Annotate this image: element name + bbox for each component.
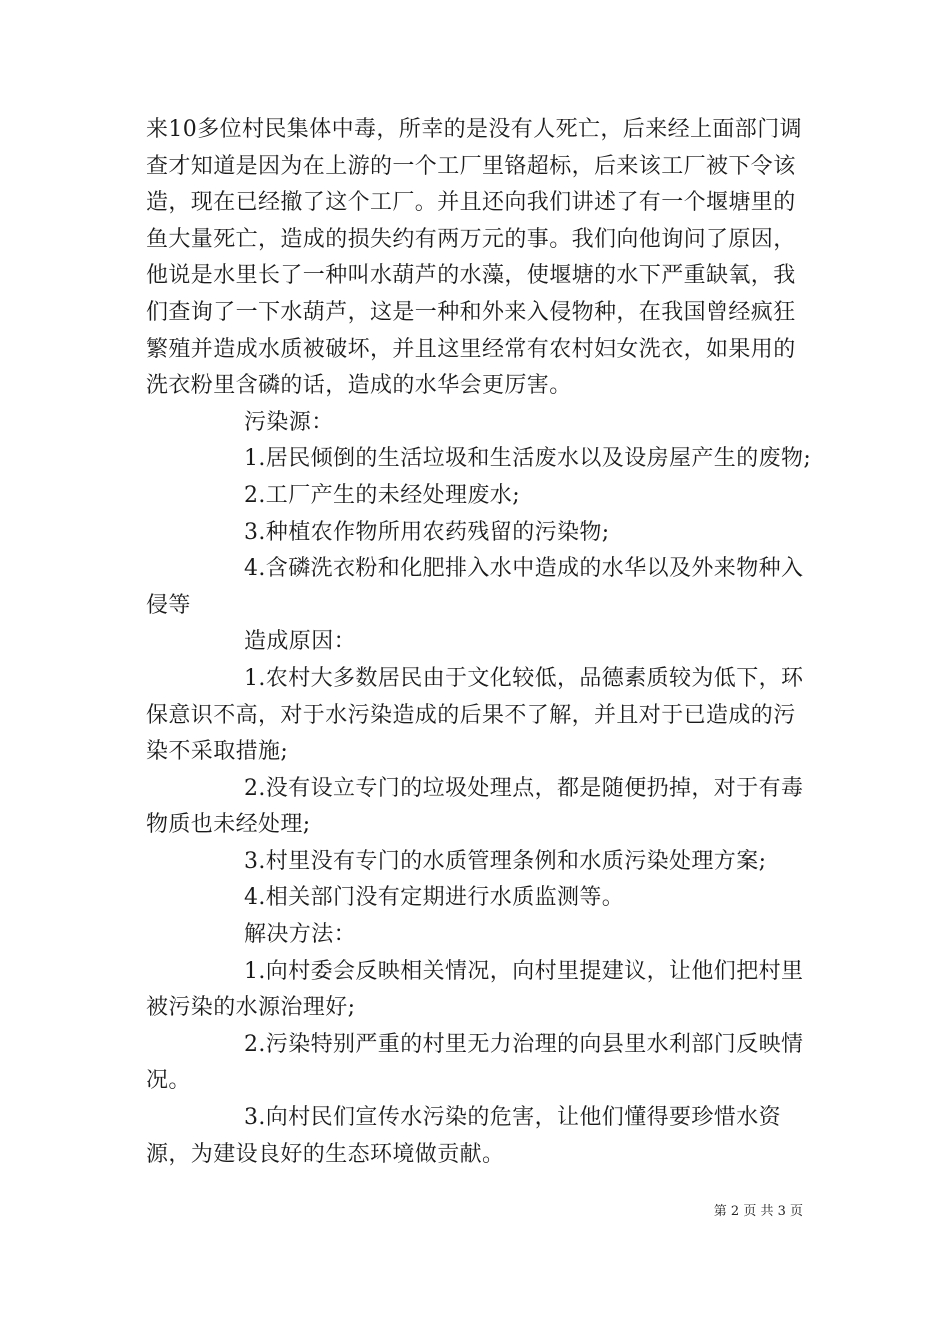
document-body <box>146 112 816 1173</box>
pollution-source-item: 4.含磷洗衣粉和化肥排入水中造成的水华以及外来物种入侵等 <box>146 556 804 618</box>
cause-item: 3.村里没有专门的水质管理条例和水质污染处理方案; <box>244 848 767 874</box>
pollution-source-item: 3.种植农作物所用农药残留的污染物; <box>244 519 610 545</box>
cause-item: 1.农村大多数居民由于文化较低，品德素质较为低下，环保意识不高，对于水污染造成的后果不了解，并且对于已造成的污染不采取措施; <box>146 665 804 765</box>
section-heading-causes: 造成原因： <box>244 629 357 655</box>
intro-paragraph: 来10多位村民集体中毒，所幸的是没有人死亡，后来经上面部门调查才知道是因为在上游的一个工厂里铬超标，后来该工厂被下令该造，现在已经撤了这个工厂。并且还向我们讲述了有一个堰塘里的鱼大量死亡，造成的损失约有两万元的事。我们向他询问了原因，他说是水里长了一种叫水葫芦的水藻，使堰塘的水下严重缺氧，我们查询了一下水葫芦，这是一种和外来入侵物种，在我国曾经疯狂繁殖并造成水质被破坏，并且这里经常有农村妇女洗衣，如果用的洗衣粉里含磷的话，造成的水华会更厉害。 <box>146 117 802 399</box>
pollution-source-item: 1.居民倾倒的生活垃圾和生活废水以及设房屋产生的废物; <box>244 446 812 472</box>
cause-item: 2.没有设立专门的垃圾处理点，都是随便扔掉，对于有毒物质也未经处理; <box>146 775 804 838</box>
section-heading-pollution-sources: 污染源： <box>244 409 334 435</box>
pollution-source-item: 2.工厂产生的未经处理废水; <box>244 482 521 508</box>
cause-item: 4.相关部门没有定期进行水质监测等。 <box>244 885 625 911</box>
section-heading-solutions: 解决方法： <box>244 922 357 948</box>
solution-item: 3.向村民们宣传水污染的危害，让他们懂得要珍惜水资源，为建设良好的生态环境做贡献。 <box>146 1105 781 1167</box>
solution-item: 1.向村委会反映相关情况，向村里提建议，让他们把村里被污染的水源治理好; <box>146 958 804 1021</box>
solution-item: 2.污染特别严重的村里无力治理的向县里水利部门反映情况。 <box>146 1031 804 1094</box>
page-number-footer: 第 2 页 共 3 页 <box>713 1204 803 1219</box>
